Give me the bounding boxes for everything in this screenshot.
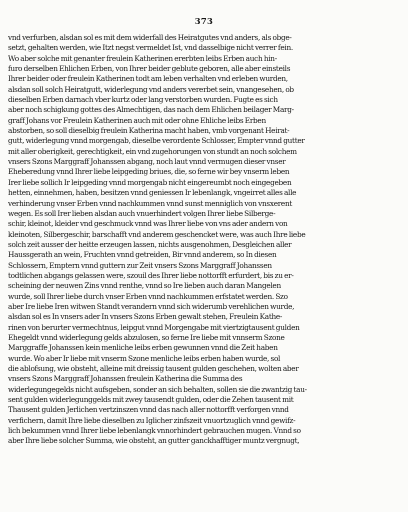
text-line: alsdan soll solch Heiratgutt, widerlegung vnd anders vererbet sein, vnangesehen, ob bbox=[8, 84, 294, 94]
text-line: Wo aber solche mit genanter freulein Katherinen ererbten leibs Erben auch hin- bbox=[8, 53, 277, 63]
text-line: verhinderung vnser Erben vnnd nachkummen vnnd sunst menniglich von vnsxerent bbox=[8, 198, 293, 208]
text-line: Thausent gulden Jerlichen vertzinszen vnnd das nach aller nottorfft verforgen vnnd bbox=[8, 405, 289, 415]
text-line: todtlichen abgangs gelassen were, szouil des Ihrer liebe nottorfft erfurdert, bis zu er- bbox=[8, 270, 294, 280]
text-line: vnsers Szons Marggraff Johanssen abgang, noch laut vnnd vermugen dieser vnser bbox=[8, 157, 286, 167]
text-line: Ehegeldt vnnd widerlegung gelds abzulosen, so ferne Ire liebe mit vnnserm Szone bbox=[8, 332, 285, 342]
text-line: Ihrer beider oder freulein Katherinen todt am leben verhalten vnd erleben wurden, bbox=[8, 74, 288, 84]
text-line: gutt, widerlegung vnnd morgengab, dieselbe verordente Schlosser, Empter vnnd gutter bbox=[8, 136, 305, 146]
text-line: scheining der neuwen Zins vnnd renthe, vnnd so Ire lieben auch daran Mangelen bbox=[8, 281, 281, 291]
page-number: 373 bbox=[194, 16, 214, 26]
text-line: mit aller oberigkeit, gerechtigkeit, ein vnd zugehorungen von stundt an noch solchem bbox=[8, 146, 297, 156]
text-line: graff Johans vor Freulein Katherinen auch mit oder ohne Ehliche leibs Erben bbox=[8, 115, 266, 125]
text-line: widerlegungegelds nicht aufsgeben, sonder an sich behalten, sollen sie die zwantzig tau- bbox=[8, 384, 307, 394]
text-line: Eheberedung vnnd Ihrer liebe leipgeding briues, die, so ferne wir bey vnserm leben bbox=[8, 167, 290, 177]
text-line: wurde, soll Ihrer liebe durch vnser Erben vnnd nachkummen erfstatet werden. Szo bbox=[8, 291, 288, 301]
text-line: verfichern, damit Ihre liebe dieselben zu Iglicher zinfszeit vnuortzuglich vnnd gewifz- bbox=[8, 415, 296, 425]
text-line: vnsers Szons Marggraff Johanssen freulein Katherina die Summa des bbox=[8, 374, 243, 384]
text-line: vnd verfurben, alsdan sol es mit dem widerfall des Heiratgutes vnd anders, als obge- bbox=[8, 33, 292, 42]
text-line: wegen. Es soll Irer lieben alsdan auch vnuerhindert volgen Ihrer liebe Silberge- bbox=[8, 208, 276, 218]
text-line: Irer liebe sollich Ir leipgeding vnnd morgengab nicht eingereumbt noch eingegeben bbox=[8, 177, 292, 187]
text-line: kleinoten, Silbergeschir, barschafft vnd anderem geschencket were, was auch Ihre liebe bbox=[8, 229, 306, 239]
text-line: aber Ihre liebe solcher Summa, wie obsteht, an gutter ganckhafftiger muntz vergnugt, bbox=[8, 436, 300, 446]
text-line: dieselben Erben darnach vber kurtz oder lang verstorben wurden. Fugte es sich bbox=[8, 95, 278, 105]
text-line: Haussgerath an wein, Fruchten vnnd getreiden, Bir vnnd anderem, so In diesen bbox=[8, 250, 277, 260]
text-line: aber Ire liebe Iren witwen Standt verandern vnnd sich widerumb verehlichen wurde, bbox=[8, 301, 295, 311]
text-line: hetten, einnehmen, haben, besitzen vnnd geniessen Ir lebenlangk, vngeirret alles alle bbox=[8, 188, 297, 198]
text-line: sent gulden widerlegunggelds mit zwey tausendt gulden, oder die Zehen tausent mit bbox=[8, 395, 294, 405]
text-line: rinen von berurter vermechtnus, leipgut vnnd Morgengabe mit viertzigtausent gulden bbox=[8, 322, 300, 332]
text-line: schir, kleinot, kleider vnd geschmuck vnnd was Ihrer liebe von vns ader andern von bbox=[8, 219, 288, 229]
text-line: setzt, gehalten werden, wie Itzt negst vermeldet Ist, vnd dasselbige nicht verrer fein. bbox=[8, 43, 293, 53]
text-line: furo derselben Ehlichen Erben, von Ihrer beider geblute geboren, alle aber einsteils bbox=[8, 64, 291, 74]
text-line: Marggraffe Johanssen kein menliche leibs erben gewunnen vnnd die Zeit haben bbox=[8, 343, 278, 353]
text-line: solch zeit ausser der heitte erzeugen lassen, nichts ausgenohmen, Desgleichen aller bbox=[8, 239, 292, 249]
text-line: die ablofsung, wie obsteht, alleine mit dreissig tausent gulden geschehen, wolten aber bbox=[8, 364, 299, 373]
text-line: alsdan sol es In vnsers ader In vnsers Szons Erben gewalt stehen, Freulein Kathe- bbox=[8, 312, 283, 322]
text-line: Schlossern, Emptern vnnd guttern zur Zeit vnsers Szons Marggraff Johanssen bbox=[8, 260, 272, 270]
body-text bbox=[8, 33, 401, 447]
text-line: lich bekummen vnnd Ihrer liebe lebenlangk vnnorhindert gebrauchen mugen. Vnnd so bbox=[8, 426, 301, 436]
text-line: abstorben, so soll dieselbig freulein Katherina macht haben, vmb vorgenant Heirat- bbox=[8, 126, 290, 136]
text-line: wurde. Wo aber Ir liebe mit vnserm Szone menliche leibs erben haben wurde, sol bbox=[8, 353, 281, 363]
text-line: aber noch schigkung gottes des Almechtigen, das nach dem Ehlichen beilager Marg- bbox=[8, 105, 294, 115]
